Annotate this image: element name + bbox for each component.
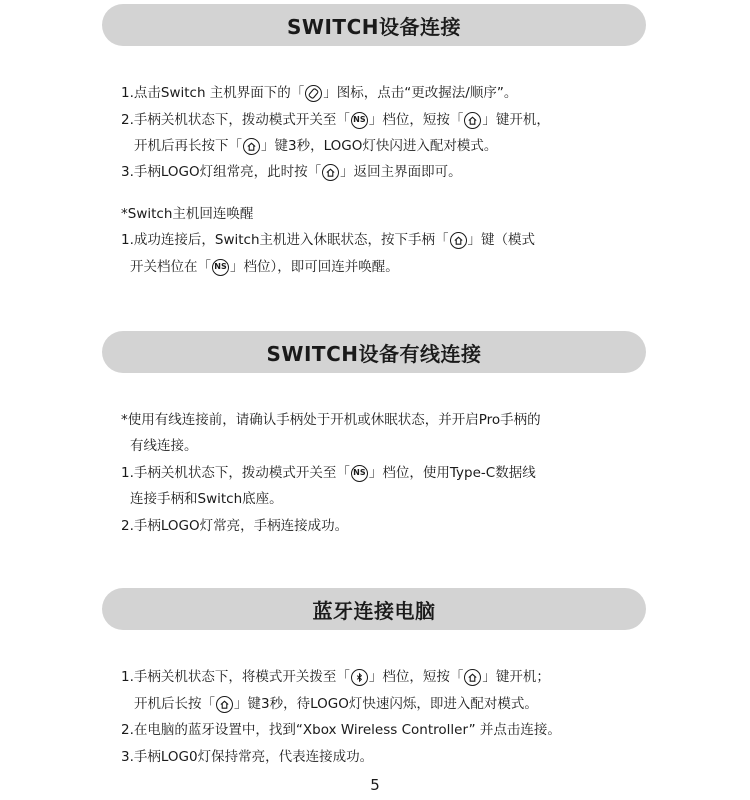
- text-segment: 」返回主界面即可。: [340, 164, 462, 180]
- text-segment: *使用有线连接前，请确认手柄处于开机或休眠状态，并开启Pro手柄的: [121, 412, 541, 428]
- text-segment: 」档位，短按「: [368, 669, 464, 685]
- home-icon: [464, 669, 481, 686]
- text-line: [121, 748, 373, 766]
- text-line: [121, 668, 550, 686]
- text-segment: 1.点击Switch 主机界面下的「: [121, 85, 305, 101]
- text-segment: 」档位），即可回连并唤醒。: [230, 259, 399, 275]
- text-segment: 开关档位在「: [130, 259, 211, 275]
- text-line: [134, 137, 497, 155]
- home-icon: [450, 232, 467, 249]
- ns-mode-icon: NS: [212, 259, 229, 276]
- text-segment: 开机后长按「: [134, 696, 215, 712]
- bluetooth-icon: [351, 669, 368, 686]
- text-line: [121, 517, 348, 535]
- text-line: [130, 490, 283, 508]
- text-segment: 1.手柄关机状态下，拨动模式开关至「: [121, 465, 350, 481]
- text-segment: 」档位，使用Type-C数据线: [368, 465, 536, 481]
- section-title-switch-connect: SWITCH设备连接: [102, 4, 646, 46]
- text-segment: 」档位，短按「: [368, 112, 464, 128]
- text-segment: 」键3秒，LOGO灯快闪进入配对模式。: [261, 138, 498, 154]
- home-icon: [322, 164, 339, 181]
- text-segment: 」键开机；: [482, 669, 550, 685]
- text-segment: 」键开机，: [482, 112, 550, 128]
- text-segment: 3.手柄LOG0灯保持常亮，代表连接成功。: [121, 749, 374, 765]
- text-segment: 2.在电脑的蓝牙设置中，找到“Xbox Wireless Controller” 并点击连接。: [121, 722, 561, 738]
- home-icon: [216, 696, 233, 713]
- ns-mode-icon: NS: [351, 465, 368, 482]
- text-segment: 开机后再长按下「: [134, 138, 242, 154]
- text-segment: 2.手柄关机状态下，拨动模式开关至「: [121, 112, 350, 128]
- text-line: [134, 695, 538, 713]
- ns-mode-icon: NS: [351, 112, 368, 129]
- controller-grip-icon: [305, 85, 322, 102]
- home-icon: [243, 138, 260, 155]
- text-segment: 2.手柄LOGO灯常亮，手柄连接成功。: [121, 518, 349, 534]
- text-line: [121, 205, 253, 223]
- section-title-switch-wired: SWITCH设备有线连接: [102, 331, 646, 373]
- text-segment: 」图标，点击“更改握法/顺序”。: [323, 85, 518, 101]
- text-line: [121, 84, 517, 102]
- page-number: 5: [370, 776, 380, 794]
- text-line: [121, 163, 462, 181]
- text-segment: 连接手柄和Switch底座。: [130, 491, 283, 507]
- text-line: [121, 464, 536, 482]
- text-line: [130, 437, 198, 455]
- text-segment: 」键3秒，待LOGO灯快速闪烁，即进入配对模式。: [234, 696, 538, 712]
- text-line: [121, 231, 535, 249]
- text-line: [121, 111, 550, 129]
- home-icon: [464, 112, 481, 129]
- text-segment: 有线连接。: [130, 438, 198, 454]
- text-segment: *Switch主机回连唤醒: [121, 206, 254, 222]
- text-segment: 1.手柄关机状态下，将模式开关拨至「: [121, 669, 350, 685]
- text-segment: 」键（模式: [467, 232, 536, 248]
- text-line: [130, 258, 399, 276]
- text-segment: 3.手柄LOGO灯组常亮，此时按「: [121, 164, 322, 180]
- section-title-bluetooth-pc: 蓝牙连接电脑: [102, 588, 646, 630]
- text-line: [121, 721, 561, 739]
- text-segment: 1.成功连接后，Switch主机进入休眠状态，按下手柄「: [121, 232, 449, 248]
- text-line: [121, 411, 541, 429]
